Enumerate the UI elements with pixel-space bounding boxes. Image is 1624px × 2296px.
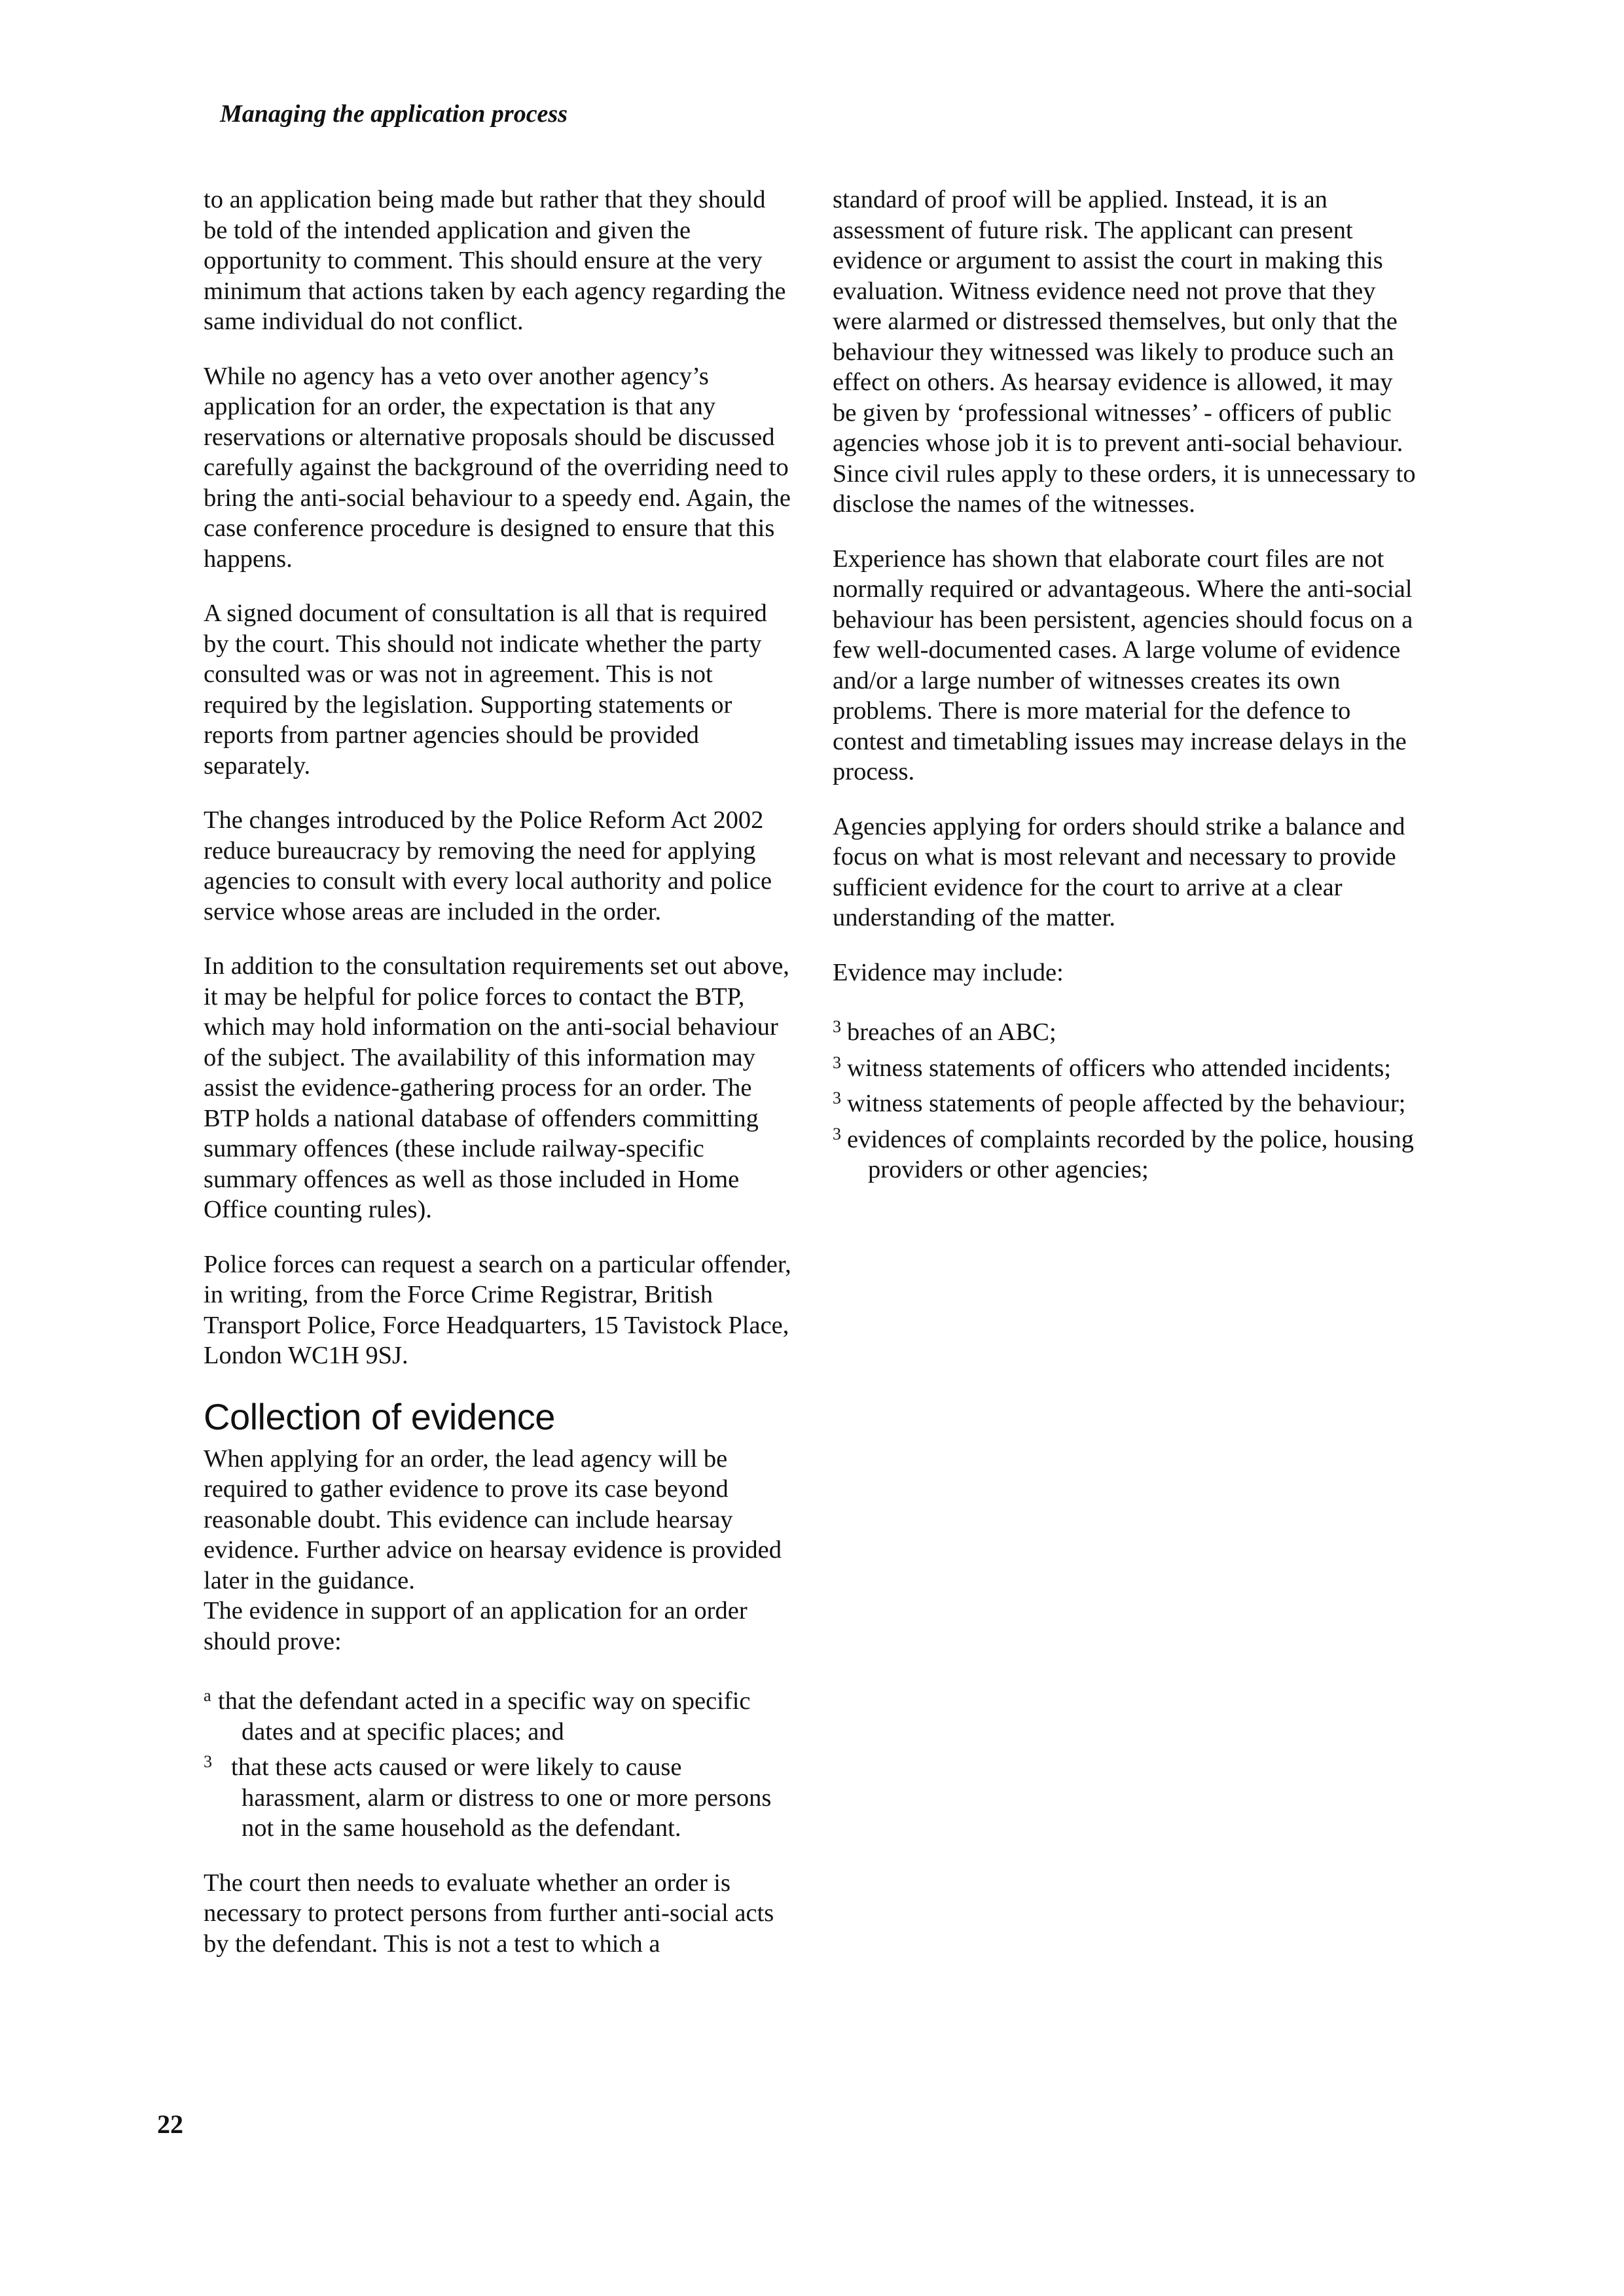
bullet-glyph-icon: 3	[833, 1124, 841, 1143]
paragraph: Agencies applying for orders should strike a balance and focus on what is most relevant and necessary to provide sufficient evidence for the court to arrive at a clear understanding of the matter.	[833, 812, 1405, 931]
bullet-glyph-icon: a	[204, 1686, 211, 1705]
list-item: a that the defendant acted in a specific way on specific dates and at specific places; and	[204, 1681, 793, 1747]
section-heading: Collection of evidence	[204, 1395, 555, 1437]
bullet-glyph-icon: 3	[833, 1017, 841, 1036]
prove-list	[204, 1681, 793, 1844]
running-header-title: Managing the application process	[220, 100, 568, 128]
paragraph: standard of proof will be applied. Instead, it is an assessment of future risk. The applicant can present evidence or argument to assist the court in making this evaluation. Witness evidence need not prove that they were alarmed or distressed themselves, but only that the behaviour they witnessed was likely to produce such an effect on others. As hearsay evidence is allowed, it may be given by ‘professional witnesses’ - officers of public agencies whose job it is to prevent anti-social behaviour. Since civil rules apply to these orders, it is unnecessary to disclose the names of the witnesses.	[833, 186, 1416, 518]
paragraph: Evidence may include:	[833, 958, 1064, 986]
paragraph: The changes introduced by the Police Reform Act 2002 reduce bureaucracy by removing the need for applying agencies to consult with every local authority and police service whose areas are included in the order.	[204, 806, 772, 925]
left-column	[204, 185, 793, 1983]
paragraph: The evidence in support of an application for an order should prove:	[204, 1597, 748, 1655]
bullet-glyph-icon: 3	[204, 1752, 212, 1771]
list-item: 3 that these acts caused or were likely to cause harassment, alarm or distress to one or more persons not in the same household as the defendant.	[204, 1747, 793, 1844]
paragraph: Police forces can request a search on a particular offender, in writing, from the Force Crime Registrar, British Transport Police, Force Headquarters, 15 Tavistock Place, London WC1H 9SJ.	[204, 1250, 791, 1369]
paragraph: When applying for an order, the lead agency will be required to gather evidence to prove its case beyond reasonable doubt. This evidence can include hearsay evidence. Further advice on hearsay evidence is provided later in the guidance.	[204, 1444, 782, 1594]
list-item: 3 witness statements of people affected by the behaviour;	[833, 1083, 1422, 1119]
page-number: 22	[157, 2109, 183, 2139]
right-column	[833, 185, 1422, 1210]
paragraph: A signed document of consultation is all that is required by the court. This should not indicate whether the party consulted was or was not in agreement. This is not required by the legislation. Supporting statements or reports from partner agencies should be provided separately.	[204, 600, 767, 780]
list-item: 3 witness statements of officers who attended incidents;	[833, 1048, 1422, 1084]
paragraph: The court then needs to evaluate whether an order is necessary to protect persons from further anti-social acts by the defendant. This is not a test to which a	[204, 1869, 774, 1958]
list-item: 3 breaches of an ABC;	[833, 1012, 1422, 1048]
paragraph: While no agency has a veto over another agency’s application for an order, the expectation is that any reservations or alternative proposals should be discussed carefully against the background of the overriding need to bring the anti-social behaviour to a speedy end. Again, the case conference procedure is designed to ensure that this happens.	[204, 362, 791, 573]
bullet-glyph-icon: 3	[833, 1052, 841, 1072]
paragraph: Experience has shown that elaborate court files are not normally required or advantageous. Where the anti-social behaviour has been persistent, agencies should focus on a few well-documented cases. A large volume of evidence and/or a large number of witnesses creates its own problems. There is more material for the defence to contest and timetabling issues may increase delays in the process.	[833, 545, 1413, 785]
paragraph: to an application being made but rather that they should be told of the intended application and given the opportunity to comment. This should ensure at the very minimum that actions taken by each agency regarding the same individual do not conflict.	[204, 186, 786, 335]
list-item: 3 evidences of complaints recorded by the police, housing providers or other agencies;	[833, 1119, 1422, 1185]
paragraph: In addition to the consultation requirements set out above, it may be helpful for police forces to contact the BTP, which may hold information on the anti-social behaviour of the subject. The availability of this information may assist the evidence-gathering process for an order. The BTP holds a national database of offenders committing summary offences (these include railway-specific summary offences as well as those included in Home Office counting rules).	[204, 952, 789, 1223]
evidence-list	[833, 1012, 1422, 1185]
bullet-glyph-icon: 3	[833, 1088, 841, 1107]
